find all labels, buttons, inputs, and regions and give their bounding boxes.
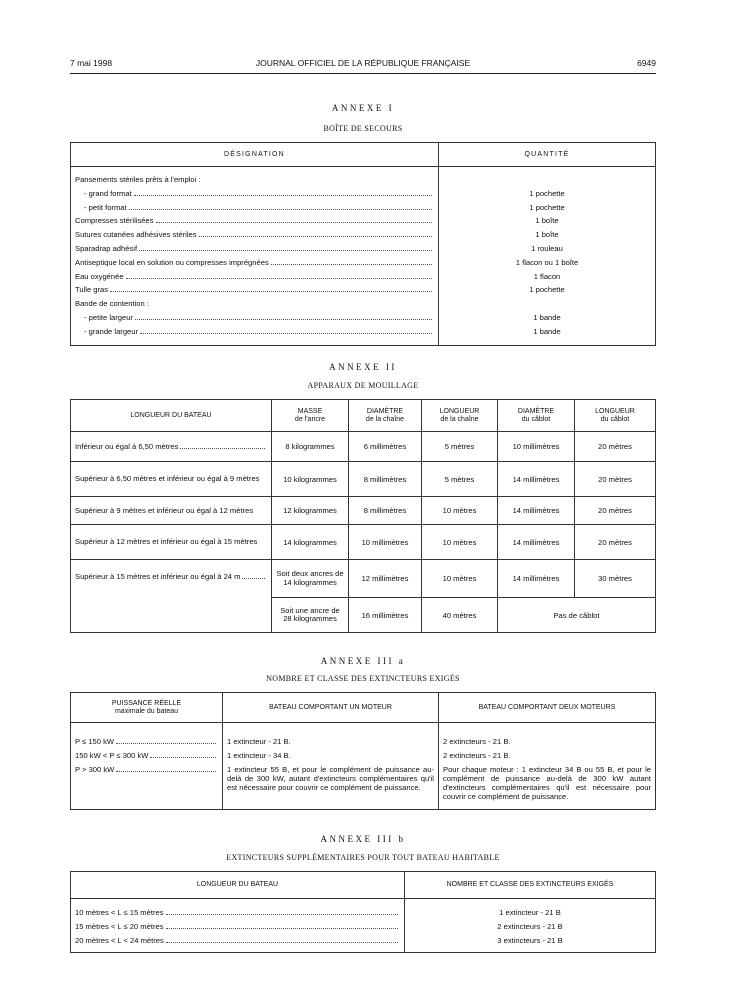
annex3b-col-longueur: LONGUEUR DU BATEAU — [71, 872, 405, 899]
table-row: Inférieur ou égal à 6,50 mètres 8 kilogrammes 6 millimètres 5 mètres 10 millimètres 20 mètres — [71, 432, 656, 462]
header-page-number: 6949 — [637, 58, 656, 68]
annex3b-subtitle: EXTINCTEURS SUPPLÉMENTAIRES POUR TOUT BATEAU HABITABLE — [226, 853, 500, 862]
annex1-table — [70, 142, 656, 346]
annex3a-table — [70, 692, 656, 810]
annex2-col-diametre-cablot: DIAMÈTRE du câblot — [498, 400, 575, 432]
quantity-value: 1 flacon — [533, 271, 561, 281]
table-row: Soit une ancre de 28 kilogrammes 16 millimètres 40 mètres Pas de câblot — [71, 598, 656, 633]
quantity-value: 1 pochette — [529, 202, 565, 212]
list-item: - grand format — [75, 187, 434, 201]
annex3b-longueur-cell — [71, 899, 405, 953]
annex2-col-diametre-chaine: DIAMÈTRE de la chaîne — [349, 400, 422, 432]
annex2-col-masse: MASSE de l'ancre — [272, 400, 349, 432]
annex3a-title: ANNEXE III a — [320, 656, 406, 666]
header-journal: JOURNAL OFFICIEL DE LA RÉPUBLIQUE FRANÇAISE — [255, 58, 471, 68]
annex3a-col-un-moteur: BATEAU COMPORTANT UN MOTEUR — [223, 693, 439, 723]
annex2-col-longueur: LONGUEUR DU BATEAU — [71, 400, 272, 432]
quantity-value: 1 flacon ou 1 boîte — [515, 257, 579, 267]
annex3a-un-moteur-cell: 1 extincteur - 21 B. 1 extincteur - 34 B. 1 extincteur 55 B, et pour le complément de puissance au-delà de 300 kW, autant d'extincteurs complémentaires qu'il est nécessaire pour couvrir ce complément de puissance. — [223, 723, 439, 810]
quantity-value: 1 boîte — [535, 230, 559, 240]
list-item: Compresses stérilisées — [75, 214, 434, 228]
list-item: 20 mètres < L < 24 mètres — [75, 934, 400, 948]
table-row: Supérieur à 6,50 mètres et inférieur ou égal à 9 mètres 10 kilogrammes 8 millimètres 5 mètres 14 millimètres 20 mètres — [71, 462, 656, 497]
quantity-value — [443, 173, 651, 187]
quantity-value: 1 pochette — [529, 285, 565, 295]
list-item: 15 mètres < L ≤ 20 mètres — [75, 920, 400, 934]
list-item: 10 mètres < L ≤ 15 mètres — [75, 906, 400, 920]
list-item: Pansements stériles prêts à l'emploi : — [75, 175, 201, 184]
list-item: - petite largeur — [75, 311, 434, 325]
header-rule — [70, 73, 656, 74]
annex1-designation-cell — [71, 167, 439, 346]
table-row: Supérieur à 9 mètres et inférieur ou égal à 12 mètres 12 kilogrammes 8 millimètres 10 mètres 14 millimètres 20 mètres — [71, 497, 656, 525]
annex3b-nombre-cell: 1 extincteur - 21 B 2 extincteurs - 21 B 3 extincteurs - 21 B — [405, 899, 656, 953]
annex1-col-designation: DÉSIGNATION — [71, 143, 439, 167]
quantity-value: 1 bande — [533, 312, 561, 322]
annex3a-deux-moteurs-cell: 2 extincteurs - 21 B. 2 extincteurs - 21 B. Pour chaque moteur : 1 extincteur 34 B ou 55 B, et pour le complément de puissance au-delà de 300 kW autant d'extincteurs complémentaires qu'il est nécessaire pour couvrir ce complément de puissance. — [439, 723, 656, 810]
annex2-subtitle: APPARAUX DE MOUILLAGE — [307, 381, 419, 390]
list-item: P ≤ 150 kW — [75, 735, 218, 749]
quantity-value: 1 rouleau — [531, 243, 563, 253]
table-row: Supérieur à 15 mètres et inférieur ou égal à 24 m Soit deux ancres de 14 kilogrammes 12 millimètres 10 mètres 14 millimètres 30 mètres — [71, 560, 656, 598]
list-item: - grande largeur — [75, 325, 434, 339]
annex1-subtitle: BOÎTE DE SECOURS — [323, 124, 403, 133]
list-item: 150 kW < P ≤ 300 kW — [75, 749, 218, 763]
quantity-value: 1 boîte — [535, 216, 559, 226]
quantity-value: 1 bande — [533, 326, 561, 336]
annex1-quantite-cell — [439, 167, 656, 346]
quantity-value — [443, 297, 651, 311]
list-item: Eau oxygénée — [75, 270, 434, 284]
annex2-table — [70, 399, 656, 633]
annex3a-col-puissance: PUISSANCE RÉELLE maximale du bateau — [71, 693, 223, 723]
annex2-col-longueur-cablot: LONGUEUR du câblot — [575, 400, 656, 432]
table-row: Supérieur à 12 mètres et inférieur ou égal à 15 mètres 14 kilogrammes 10 millimètres 10 mètres 14 millimètres 20 mètres — [71, 525, 656, 560]
annex1-title: ANNEXE I — [331, 103, 395, 113]
annex3a-subtitle: NOMBRE ET CLASSE DES EXTINCTEURS EXIGÉS — [266, 674, 460, 683]
list-item: Sutures cutanées adhésives stériles — [75, 228, 434, 242]
list-item: Bande de contention : — [75, 299, 149, 309]
annex3b-col-nombre: NOMBRE ET CLASSE DES EXTINCTEURS EXIGÉS — [405, 872, 656, 899]
page-header — [70, 58, 656, 70]
annex1-col-quantite: QUANTITÉ — [439, 143, 656, 167]
list-item: P > 300 kW — [75, 763, 218, 777]
list-item: Antiseptique local en solution ou compresses imprégnées — [75, 256, 434, 270]
annex2-col-longueur-chaine: LONGUEUR de la chaîne — [422, 400, 498, 432]
annex3b-title: ANNEXE III b — [320, 834, 406, 844]
annex3b-table — [70, 871, 656, 953]
annex3a-puissance-cell — [71, 723, 223, 810]
list-item: - petit format — [75, 201, 434, 215]
annex3a-col-deux-moteurs: BATEAU COMPORTANT DEUX MOTEURS — [439, 693, 656, 723]
list-item: Sparadrap adhésif — [75, 242, 434, 256]
annex2-title: ANNEXE II — [329, 362, 397, 372]
quantity-value: 1 pochette — [529, 188, 565, 198]
header-date: 7 mai 1998 — [70, 58, 113, 68]
list-item: Tulle gras — [75, 283, 434, 297]
